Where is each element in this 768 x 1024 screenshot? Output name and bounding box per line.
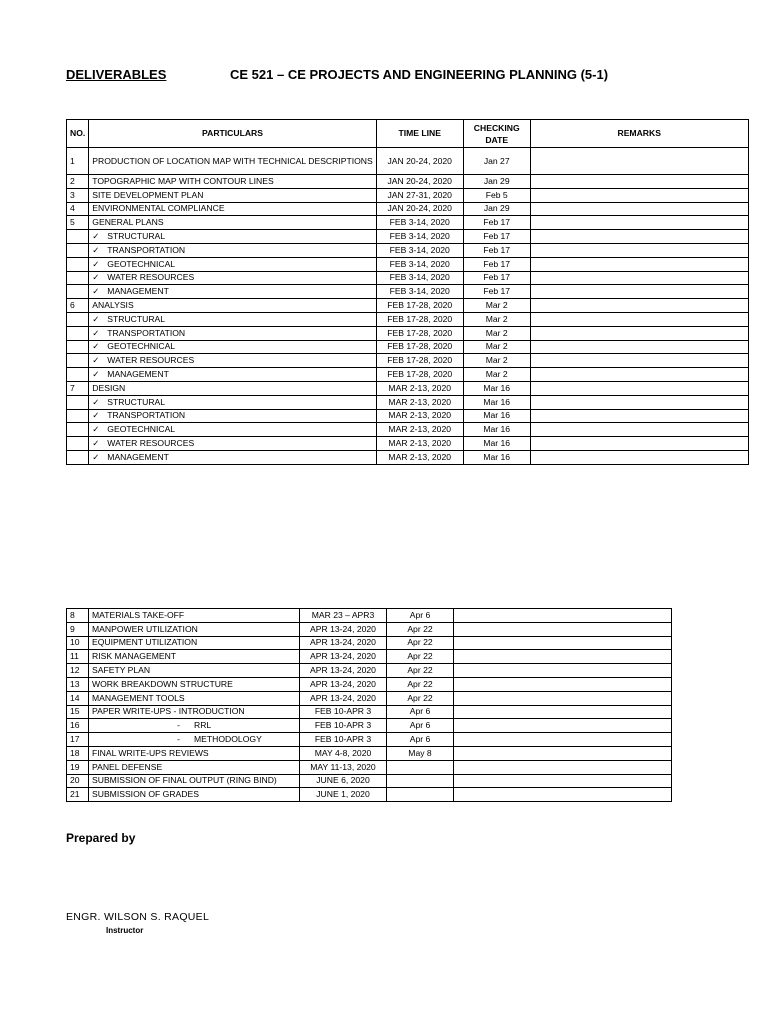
row-particular — [89, 437, 376, 451]
row-time-line: APR 13-24, 2020 — [300, 691, 387, 705]
table-row — [67, 216, 749, 230]
row-number: 3 — [67, 188, 89, 202]
table-row — [67, 719, 672, 733]
table-row — [67, 664, 672, 678]
row-time-line: FEB 17-28, 2020 — [376, 340, 463, 354]
row-time-line: FEB 17-28, 2020 — [376, 312, 463, 326]
row-particular: RISK MANAGEMENT — [89, 650, 300, 664]
row-remarks — [530, 381, 748, 395]
row-checking-date: Apr 6 — [387, 609, 454, 623]
row-particular — [89, 257, 376, 271]
row-number — [67, 368, 89, 382]
row-number — [67, 326, 89, 340]
row-number: 21 — [67, 788, 89, 802]
row-number: 8 — [67, 609, 89, 623]
row-remarks — [530, 423, 748, 437]
row-number — [67, 243, 89, 257]
table-row — [67, 340, 749, 354]
row-checking-date: Feb 17 — [463, 257, 530, 271]
row-time-line: JUNE 1, 2020 — [300, 788, 387, 802]
row-remarks — [530, 326, 748, 340]
checkmark-icon: ✓ — [92, 438, 100, 449]
checkmark-icon: ✓ — [92, 369, 100, 380]
row-remarks — [530, 285, 748, 299]
row-number — [67, 340, 89, 354]
column-header-remarks: REMARKS — [530, 120, 748, 148]
row-number — [67, 257, 89, 271]
row-number: 14 — [67, 691, 89, 705]
table-row — [67, 746, 672, 760]
row-particular-label: TRANSPORTATION — [107, 327, 186, 338]
row-particular — [89, 340, 376, 354]
row-checking-date: Apr 6 — [387, 719, 454, 733]
deliverables-heading: DELIVERABLES — [66, 67, 167, 82]
table-row — [67, 760, 672, 774]
row-particular: EQUIPMENT UTILIZATION — [89, 636, 300, 650]
course-title: CE 521 – CE PROJECTS AND ENGINEERING PLANNING (5-1) — [230, 67, 609, 82]
row-particular-label: WATER RESOURCES — [107, 438, 195, 449]
row-checking-date: Mar 2 — [463, 299, 530, 313]
checkmark-icon: ✓ — [92, 313, 100, 324]
row-particular: GENERAL PLANS — [89, 216, 376, 230]
row-time-line: JAN 20-24, 2020 — [376, 148, 463, 175]
table-row — [67, 650, 672, 664]
row-time-line: MAR 23 – APR3 — [300, 609, 387, 623]
row-particular-label: TRANSPORTATION — [107, 410, 186, 421]
row-remarks — [530, 395, 748, 409]
checkmark-icon: ✓ — [92, 355, 100, 366]
checkmark-icon: ✓ — [92, 424, 100, 435]
row-time-line: APR 13-24, 2020 — [300, 677, 387, 691]
row-remarks — [454, 788, 672, 802]
table-row — [67, 450, 749, 464]
row-time-line: MAR 2-13, 2020 — [376, 423, 463, 437]
row-number: 1 — [67, 148, 89, 175]
row-particular: PRODUCTION OF LOCATION MAP WITH TECHNICAL DESCRIPTIONS — [89, 148, 376, 175]
checkmark-icon: ✓ — [92, 244, 100, 255]
row-remarks — [454, 650, 672, 664]
row-number: 9 — [67, 622, 89, 636]
table-row — [67, 148, 749, 175]
row-time-line: FEB 3-14, 2020 — [376, 243, 463, 257]
row-time-line: MAR 2-13, 2020 — [376, 395, 463, 409]
row-checking-date: Apr 6 — [387, 733, 454, 747]
row-particular — [89, 312, 376, 326]
row-remarks — [454, 691, 672, 705]
row-number — [67, 423, 89, 437]
row-particular — [89, 733, 300, 747]
row-checking-date: Jan 27 — [463, 148, 530, 175]
row-number: 2 — [67, 175, 89, 189]
row-number: 17 — [67, 733, 89, 747]
row-number: 4 — [67, 202, 89, 216]
row-particular-label: MANAGEMENT — [107, 451, 169, 462]
table-row — [67, 299, 749, 313]
row-time-line: FEB 17-28, 2020 — [376, 326, 463, 340]
table-row — [67, 705, 672, 719]
row-particular: DESIGN — [89, 381, 376, 395]
row-particular: SAFETY PLAN — [89, 664, 300, 678]
deliverables-table-part2 — [66, 608, 672, 802]
prepared-by-label: Prepared by — [66, 831, 136, 845]
row-checking-date: Feb 5 — [463, 188, 530, 202]
row-particular-label: TRANSPORTATION — [107, 244, 186, 255]
table-row — [67, 381, 749, 395]
checkmark-icon: ✓ — [92, 327, 100, 338]
table-row — [67, 609, 672, 623]
row-time-line: JUNE 6, 2020 — [300, 774, 387, 788]
row-remarks — [530, 216, 748, 230]
table-body-part1 — [67, 148, 749, 465]
row-checking-date — [387, 760, 454, 774]
row-particular-label: WATER RESOURCES — [107, 355, 195, 366]
row-particular: SUBMISSION OF FINAL OUTPUT (RING BIND) — [89, 774, 300, 788]
table-row — [67, 257, 749, 271]
column-header-time-line: TIME LINE — [376, 120, 463, 148]
row-particular-label: MANAGEMENT — [107, 369, 169, 380]
row-time-line: MAR 2-13, 2020 — [376, 409, 463, 423]
row-time-line: FEB 10-APR 3 — [300, 719, 387, 733]
column-header-no: NO. — [67, 120, 89, 148]
table-row — [67, 677, 672, 691]
table-row — [67, 622, 672, 636]
row-particular: TOPOGRAPHIC MAP WITH CONTOUR LINES — [89, 175, 376, 189]
row-particular-label: WATER RESOURCES — [107, 272, 195, 283]
table-row — [67, 636, 672, 650]
table-row — [67, 230, 749, 244]
row-time-line: MAY 4-8, 2020 — [300, 746, 387, 760]
row-checking-date: Feb 17 — [463, 271, 530, 285]
row-remarks — [530, 271, 748, 285]
row-number — [67, 409, 89, 423]
row-remarks — [530, 340, 748, 354]
row-checking-date: Apr 22 — [387, 664, 454, 678]
row-particular-label: METHODOLOGY — [194, 734, 262, 745]
checkmark-icon: ✓ — [92, 410, 100, 421]
row-remarks — [454, 622, 672, 636]
row-checking-date: Mar 2 — [463, 340, 530, 354]
row-remarks — [530, 437, 748, 451]
row-time-line: MAR 2-13, 2020 — [376, 381, 463, 395]
row-particular: SITE DEVELOPMENT PLAN — [89, 188, 376, 202]
row-checking-date: Mar 16 — [463, 381, 530, 395]
row-number — [67, 354, 89, 368]
row-time-line: APR 13-24, 2020 — [300, 650, 387, 664]
row-number — [67, 312, 89, 326]
row-remarks — [530, 450, 748, 464]
row-time-line: APR 13-24, 2020 — [300, 636, 387, 650]
row-number — [67, 271, 89, 285]
row-number: 6 — [67, 299, 89, 313]
row-particular-label: MANAGEMENT — [107, 286, 169, 297]
row-particular — [89, 395, 376, 409]
row-particular — [89, 230, 376, 244]
row-checking-date: Apr 22 — [387, 622, 454, 636]
table-row — [67, 409, 749, 423]
row-particular: ANALYSIS — [89, 299, 376, 313]
row-particular: MANPOWER UTILIZATION — [89, 622, 300, 636]
row-checking-date: Mar 2 — [463, 326, 530, 340]
row-particular: FINAL WRITE-UPS REVIEWS — [89, 746, 300, 760]
row-number: 18 — [67, 746, 89, 760]
row-checking-date: Apr 22 — [387, 650, 454, 664]
row-remarks — [454, 760, 672, 774]
row-remarks — [530, 202, 748, 216]
row-particular: PANEL DEFENSE — [89, 760, 300, 774]
row-checking-date: Apr 6 — [387, 705, 454, 719]
row-particular: PAPER WRITE-UPS - INTRODUCTION — [89, 705, 300, 719]
row-time-line: JAN 27-31, 2020 — [376, 188, 463, 202]
row-remarks — [454, 705, 672, 719]
row-remarks — [530, 312, 748, 326]
dash-marker: - — [177, 734, 180, 745]
row-time-line: MAR 2-13, 2020 — [376, 450, 463, 464]
row-checking-date: Jan 29 — [463, 175, 530, 189]
row-checking-date: Feb 17 — [463, 243, 530, 257]
row-remarks — [454, 774, 672, 788]
row-particular — [89, 354, 376, 368]
row-number: 7 — [67, 381, 89, 395]
row-particular — [89, 409, 376, 423]
row-number: 11 — [67, 650, 89, 664]
row-particular — [89, 450, 376, 464]
table-row — [67, 326, 749, 340]
checkmark-icon: ✓ — [92, 341, 100, 352]
table-row — [67, 354, 749, 368]
row-particular: SUBMISSION OF GRADES — [89, 788, 300, 802]
row-particular: WORK BREAKDOWN STRUCTURE — [89, 677, 300, 691]
row-particular-label: GEOTECHNICAL — [107, 341, 176, 352]
row-remarks — [530, 299, 748, 313]
row-number: 10 — [67, 636, 89, 650]
row-remarks — [530, 148, 748, 175]
row-time-line: FEB 17-28, 2020 — [376, 368, 463, 382]
table-row — [67, 271, 749, 285]
row-particular-label: GEOTECHNICAL — [107, 424, 176, 435]
row-remarks — [530, 175, 748, 189]
row-time-line: FEB 17-28, 2020 — [376, 299, 463, 313]
row-remarks — [454, 664, 672, 678]
row-remarks — [454, 677, 672, 691]
row-checking-date: Mar 2 — [463, 354, 530, 368]
table-row — [67, 202, 749, 216]
row-checking-date: Mar 16 — [463, 423, 530, 437]
row-time-line: APR 13-24, 2020 — [300, 622, 387, 636]
row-particular — [89, 243, 376, 257]
row-number — [67, 437, 89, 451]
row-checking-date: Feb 17 — [463, 216, 530, 230]
column-header-particulars: PARTICULARS — [89, 120, 376, 148]
row-checking-date: Mar 16 — [463, 395, 530, 409]
row-particular: MANAGEMENT TOOLS — [89, 691, 300, 705]
checkmark-icon: ✓ — [92, 258, 100, 269]
row-checking-date: May 8 — [387, 746, 454, 760]
row-particular — [89, 368, 376, 382]
row-remarks — [530, 257, 748, 271]
row-time-line: FEB 17-28, 2020 — [376, 354, 463, 368]
instructor-name: ENGR. WILSON S. RAQUEL — [66, 911, 210, 923]
table-row — [67, 774, 672, 788]
row-time-line: FEB 3-14, 2020 — [376, 230, 463, 244]
dash-marker: - — [177, 720, 180, 731]
row-checking-date: Feb 17 — [463, 230, 530, 244]
row-particular — [89, 285, 376, 299]
row-number: 20 — [67, 774, 89, 788]
row-remarks — [530, 243, 748, 257]
row-time-line: FEB 3-14, 2020 — [376, 285, 463, 299]
row-particular-label: RRL — [194, 720, 212, 731]
row-particular-label: STRUCTURAL — [107, 231, 166, 242]
row-number — [67, 450, 89, 464]
table-row — [67, 691, 672, 705]
row-remarks — [530, 354, 748, 368]
row-checking-date — [387, 788, 454, 802]
row-time-line: FEB 3-14, 2020 — [376, 271, 463, 285]
row-time-line: APR 13-24, 2020 — [300, 664, 387, 678]
row-time-line: FEB 3-14, 2020 — [376, 257, 463, 271]
row-particular — [89, 271, 376, 285]
row-particular — [89, 326, 376, 340]
row-checking-date: Feb 17 — [463, 285, 530, 299]
row-remarks — [454, 746, 672, 760]
table-body-part2 — [67, 609, 672, 802]
row-number: 16 — [67, 719, 89, 733]
row-particular-label: STRUCTURAL — [107, 396, 166, 407]
row-checking-date: Apr 22 — [387, 691, 454, 705]
row-number — [67, 395, 89, 409]
table-row — [67, 285, 749, 299]
row-checking-date: Mar 16 — [463, 450, 530, 464]
row-remarks — [454, 719, 672, 733]
checkmark-icon: ✓ — [92, 451, 100, 462]
row-number: 15 — [67, 705, 89, 719]
row-checking-date: Mar 16 — [463, 409, 530, 423]
checkmark-icon: ✓ — [92, 286, 100, 297]
table-row — [67, 243, 749, 257]
deliverables-table-part1 — [66, 119, 749, 465]
row-checking-date: Mar 2 — [463, 312, 530, 326]
row-number: 5 — [67, 216, 89, 230]
checkmark-icon: ✓ — [92, 396, 100, 407]
row-checking-date: Apr 22 — [387, 677, 454, 691]
row-remarks — [454, 733, 672, 747]
row-particular-label: GEOTECHNICAL — [107, 258, 176, 269]
row-number: 19 — [67, 760, 89, 774]
row-number: 13 — [67, 677, 89, 691]
table-row — [67, 368, 749, 382]
table-row — [67, 788, 672, 802]
table-row — [67, 395, 749, 409]
row-number: 12 — [67, 664, 89, 678]
row-checking-date: Apr 22 — [387, 636, 454, 650]
table-row — [67, 312, 749, 326]
row-number — [67, 285, 89, 299]
table-row — [67, 175, 749, 189]
row-particular — [89, 423, 376, 437]
row-checking-date: Jan 29 — [463, 202, 530, 216]
row-particular — [89, 719, 300, 733]
row-checking-date: Mar 16 — [463, 437, 530, 451]
row-remarks — [454, 609, 672, 623]
row-remarks — [530, 188, 748, 202]
row-remarks — [454, 636, 672, 650]
row-time-line: FEB 10-APR 3 — [300, 733, 387, 747]
row-remarks — [530, 368, 748, 382]
row-particular: ENVIRONMENTAL COMPLIANCE — [89, 202, 376, 216]
table-row — [67, 423, 749, 437]
table-row — [67, 437, 749, 451]
row-time-line: MAR 2-13, 2020 — [376, 437, 463, 451]
row-checking-date — [387, 774, 454, 788]
row-time-line: MAY 11-13, 2020 — [300, 760, 387, 774]
column-header-checking-date: CHECKING DATE — [463, 120, 530, 148]
table-row — [67, 733, 672, 747]
row-particular-label: STRUCTURAL — [107, 313, 166, 324]
row-checking-date: Mar 2 — [463, 368, 530, 382]
row-particular: MATERIALS TAKE-OFF — [89, 609, 300, 623]
row-time-line: FEB 10-APR 3 — [300, 705, 387, 719]
checkmark-icon: ✓ — [92, 231, 100, 242]
instructor-role: Instructor — [106, 926, 144, 935]
checkmark-icon: ✓ — [92, 272, 100, 283]
row-time-line: JAN 20-24, 2020 — [376, 175, 463, 189]
row-time-line: FEB 3-14, 2020 — [376, 216, 463, 230]
row-time-line: JAN 20-24, 2020 — [376, 202, 463, 216]
row-remarks — [530, 230, 748, 244]
table-row — [67, 188, 749, 202]
row-remarks — [530, 409, 748, 423]
row-number — [67, 230, 89, 244]
